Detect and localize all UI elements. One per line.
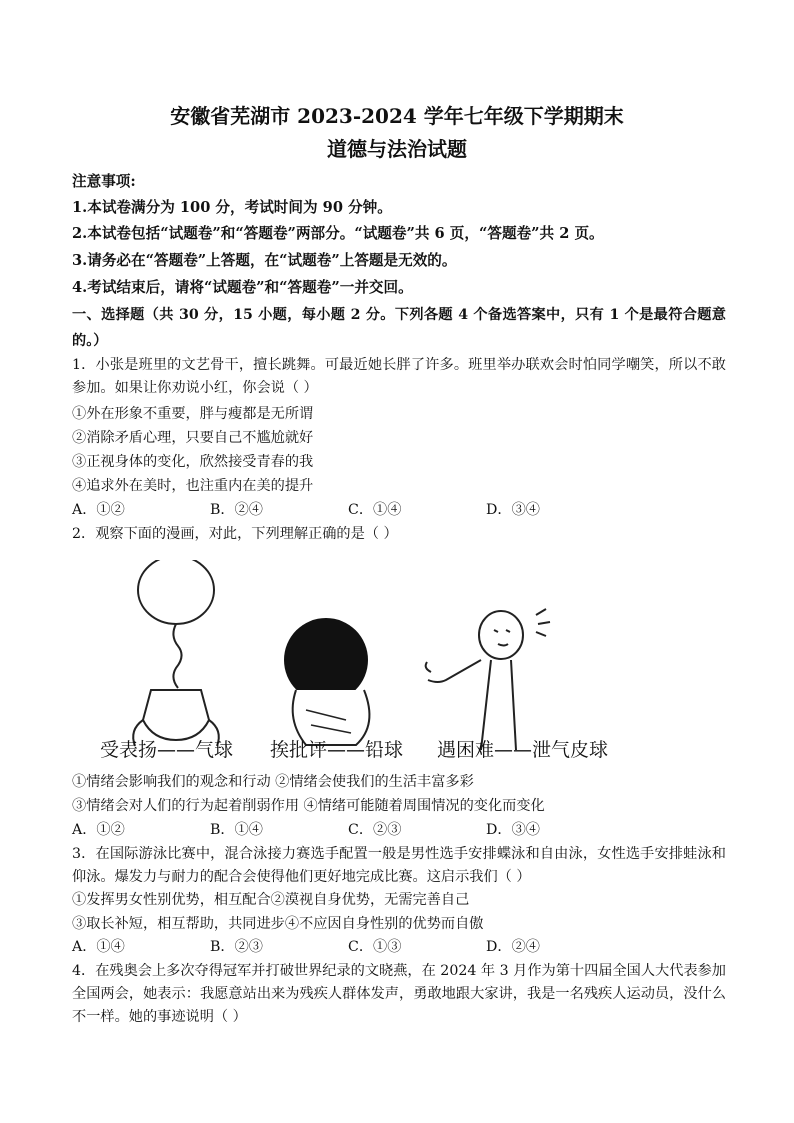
q1-item: ③正视身体的变化，欣然接受青春的我 [72, 454, 314, 470]
cartoon-caption-1: 受表扬——气球 [100, 739, 234, 761]
question-1-stem: 1．小张是班里的文艺骨干，擅长跳舞。可最近她长胖了许多。班里举办联欢会时怕同学嘲笑，所以不敢参加。如果让你劝说小红，你会说（ ） [72, 357, 726, 396]
note-item: 2.本试卷包括“试题卷”和“答题卷”两部分。“试题卷”共 6 页，“答题卷”共 2 页。 [72, 225, 604, 242]
q1-item: ④追求外在美时，也注重内在美的提升 [72, 478, 314, 494]
q3-item: ③取长补短，相互帮助，共同进步④不应因自身性别的优势而自傲 [72, 916, 484, 932]
q3-item: ①发挥男女性别优势，相互配合②漠视自身优势，无需完善自己 [72, 892, 470, 908]
cartoon-caption-2: 挨批评——铅球 [270, 739, 404, 761]
option-a[interactable]: A．①② [72, 502, 125, 518]
q2-item: ③情绪会对人们的行为起着削弱作用 ④情绪可能随着周围情况的变化而变化 [72, 798, 545, 814]
question-4-stem: 4．在残奥会上多次夺得冠军并打破世界纪录的文晓燕，在 2024 年 3 月作为第十四届全国人大代表参加全国两会，她表示：我愿意站出来为残疾人群体发声，勇敢地跟大家讲，我是一名残疾人运动员，没什么不一样。她的事迹说明（ ） [72, 963, 726, 1025]
note-item: 1.本试卷满分为 100 分，考试时间为 90 分钟。 [72, 199, 392, 216]
option-a[interactable]: A．①② [72, 822, 125, 838]
q2-options [72, 819, 732, 839]
exam-subtitle: 道德与法治试题 [327, 137, 467, 161]
cartoon-illustration [96, 560, 636, 760]
option-c[interactable]: C．①④ [348, 502, 402, 518]
option-d[interactable]: D．③④ [486, 822, 540, 838]
q1-options [72, 499, 732, 519]
question-3-stem: 3．在国际游泳比赛中，混合泳接力赛选手配置一般是男性选手安排蝶泳和自由泳，女性选手安排蛙泳和仰泳。爆发力与耐力的配合会使得他们更好地完成比赛。这启示我们（ ） [72, 846, 726, 885]
cartoon-caption-3: 遇困难——泄气皮球 [437, 739, 609, 761]
option-d[interactable]: D．②④ [486, 939, 540, 955]
balloon-figure [133, 560, 219, 746]
lead-ball-figure [284, 618, 369, 745]
option-c[interactable]: C．②③ [348, 822, 402, 838]
note-item: 3.请务必在“答题卷”上答题，在“试题卷”上答题是无效的。 [72, 252, 457, 269]
q1-item: ①外在形象不重要，胖与瘦都是无所谓 [72, 406, 314, 422]
deflated-ball-figure [426, 609, 550, 750]
section-heading: 一、选择题（共 30 分，15 小题，每小题 2 分。下列各题 4 个备选答案中，只有 1 个是最符合题意的。） [72, 307, 726, 349]
option-c[interactable]: C．①③ [348, 939, 402, 955]
option-b[interactable]: B．②③ [210, 939, 263, 955]
option-b[interactable]: B．②④ [210, 502, 263, 518]
note-item: 4.考试结束后，请将“试题卷”和“答题卷”一并交回。 [72, 279, 413, 296]
exam-title: 安徽省芜湖市 2023-2024 学年七年级下学期期末 [170, 104, 624, 128]
question-2-stem: 2．观察下面的漫画，对此，下列理解正确的是（ ） [72, 526, 398, 542]
option-d[interactable]: D．③④ [486, 502, 540, 518]
option-a[interactable]: A．①④ [72, 939, 125, 955]
q2-item: ①情绪会影响我们的观念和行动 ②情绪会使我们的生活丰富多彩 [72, 774, 474, 790]
notes-heading: 注意事项: [72, 173, 136, 190]
q3-options [72, 936, 732, 956]
option-b[interactable]: B．①④ [210, 822, 263, 838]
q1-item: ②消除矛盾心理，只要自己不尴尬就好 [72, 430, 314, 446]
